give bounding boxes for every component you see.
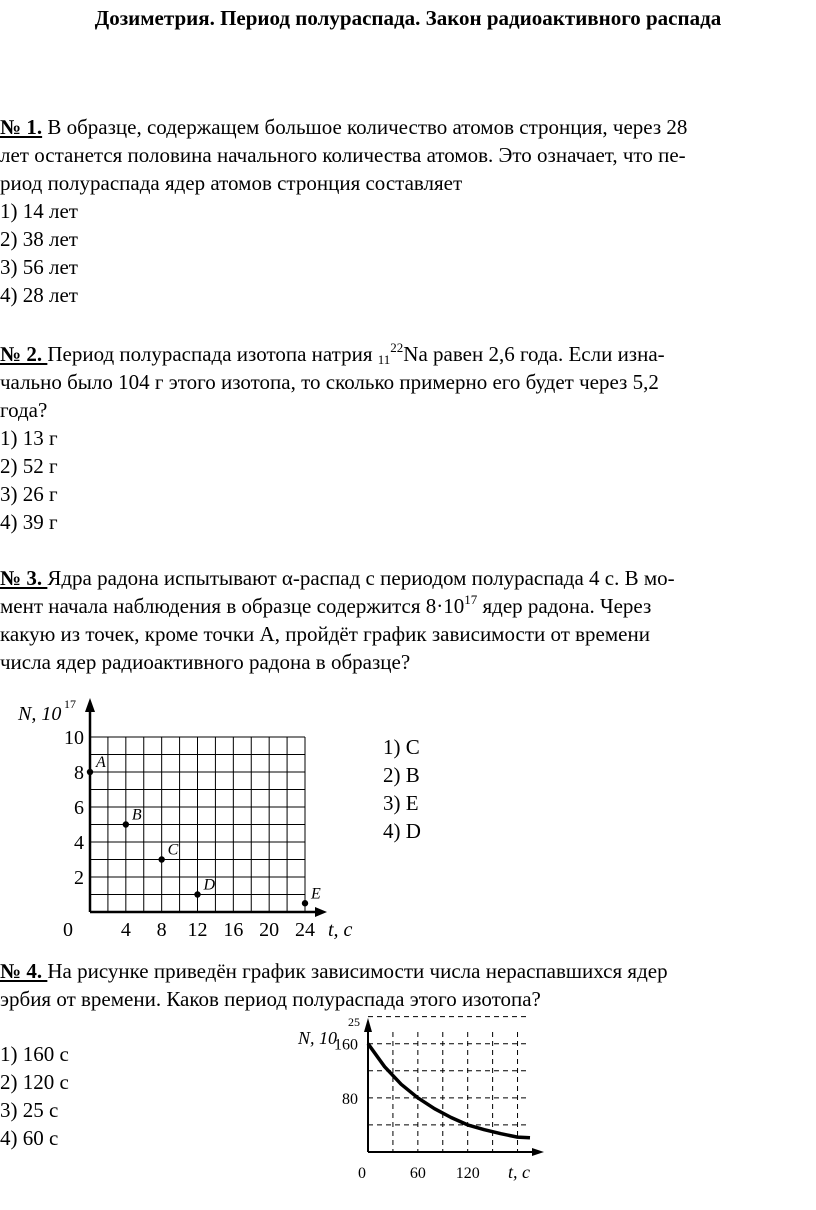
answer-option: 1) 13 г [0, 426, 58, 450]
question-text: В образце, содержащем большое количество атомов стронция, через 28 [42, 115, 688, 139]
data-point [158, 856, 164, 862]
answer-option: 3) 56 лет [0, 255, 78, 279]
answer-option: 4) 60 с [0, 1126, 59, 1150]
question-text: года? [0, 398, 48, 422]
isotope-mass-number: 22 [390, 340, 404, 355]
x-tick-label: 20 [259, 919, 280, 940]
question-text: какую из точек, кроме точки А, пройдёт график зависимости от времени [0, 622, 650, 646]
data-point [123, 821, 129, 827]
x-tick-label: 12 [187, 919, 208, 940]
question-number: № 3. [0, 566, 48, 590]
x-tick-label: 0 [358, 1165, 366, 1182]
y-tick-label: 160 [334, 1036, 358, 1054]
point-label: E [311, 885, 321, 903]
answer-option: 4) 39 г [0, 510, 58, 534]
answer-option: 4) 28 лет [0, 283, 78, 307]
x-tick-label: 8 [156, 919, 167, 940]
question-text: лет останется половина начального количества атомов. Это означает, что пе- [0, 143, 686, 167]
x-tick-label: 16 [223, 919, 244, 940]
question-4: № 4. На рисунке приведён график зависимости числа нераспавшихся ядер эрбия от времени. Каков период полураспада этого изотопа? [0, 957, 800, 1013]
radon-decay-chart [0, 690, 370, 940]
erbium-decay-chart [290, 1010, 560, 1200]
y-axis-label-exponent: 25 [348, 1015, 360, 1029]
question-1 [0, 113, 800, 309]
x-tick-label: 60 [409, 1165, 426, 1182]
y-axis-arrow [364, 1018, 372, 1032]
answer-option: 2) 38 лет [0, 227, 78, 251]
y-tick-label: 8 [74, 762, 84, 784]
x-axis-label: t, с [328, 919, 353, 940]
answer-option: 3) 25 с [0, 1098, 59, 1122]
answer-option: 1) 14 лет [0, 199, 78, 223]
point-label: A [96, 754, 106, 771]
y-axis-label: N, 10 [298, 1028, 338, 1048]
question-3: № 3. Ядра радона испытывают α-распад с периодом полураспада 4 с. В мо- мент начала наблюдения в образце содержится $8\cdot 10^{17}$ ядер радона. Через какую из точек, кроме точки А, пройдёт график зависимости от времени числа ядер радиоактивного радона в образце? [0, 564, 800, 676]
question-4-answers [0, 1040, 69, 1152]
y-tick-label: 80 [342, 1090, 358, 1108]
question-text: числа ядер радиоактивного радона в образце? [0, 650, 411, 674]
x-axis-label: t, с [508, 1162, 530, 1182]
x-tick-label: 120 [455, 1165, 480, 1182]
question-text: эрбия от времени. Каков период полураспада этого изотопа? [0, 987, 541, 1011]
y-tick-label: 6 [74, 797, 84, 819]
x-tick-label: 24 [295, 919, 315, 940]
question-number: № 4. [0, 959, 48, 983]
x-axis-arrow [532, 1148, 544, 1156]
data-point [302, 900, 308, 906]
point-label: C [167, 841, 179, 859]
answer-option: 1) 160 с [0, 1042, 69, 1066]
question-text: чально было 104 г этого изотопа, то сколько примерно его будет через 5,2 [0, 370, 659, 394]
isotope-atomic-number: 11 [377, 352, 391, 367]
y-tick-label: 2 [74, 867, 84, 889]
question-number: № 1. [0, 115, 43, 139]
data-point [87, 769, 93, 775]
x-tick-label: 4 [120, 919, 131, 940]
y-axis-arrow [85, 698, 95, 712]
data-point [194, 891, 200, 897]
x-tick-label: 0 [63, 919, 73, 940]
answer-option: 2) 52 г [0, 454, 58, 478]
y-axis-label-exponent: 17 [64, 697, 76, 711]
point-label: B [131, 806, 142, 824]
question-2: № 2. Период полураспада изотопа натрия $_{11}^{22}$Na равен 2,6 года. Если изна- чально было 104 г этого изотопа, то сколько примерно его будет через 5,2 года? 1) 13 г 2) 52 г 3) 26 г 4) 39 г [0, 340, 800, 536]
question-number: № 2. [0, 342, 48, 366]
question-text: риод полураспада ядер атомов стронция составляет [0, 171, 463, 195]
y-tick-label: 10 [64, 727, 84, 749]
point-label: D [203, 876, 216, 894]
answer-option: 3) 26 г [0, 482, 58, 506]
page-title: Дозиметрия. Период полураспада. Закон радиоактивного распада [94, 6, 722, 30]
answer-option: 3) E [383, 791, 419, 815]
y-axis-label: N, 10 [18, 703, 62, 725]
answer-option: 1) C [383, 735, 420, 759]
y-tick-label: 4 [74, 832, 84, 854]
question-3-answers [383, 733, 421, 845]
answer-option: 2) B [383, 763, 420, 787]
x-axis-arrow [315, 907, 327, 917]
answer-option: 2) 120 с [0, 1070, 69, 1094]
answer-option: 4) D [383, 819, 421, 843]
decay-curve [368, 1044, 530, 1138]
